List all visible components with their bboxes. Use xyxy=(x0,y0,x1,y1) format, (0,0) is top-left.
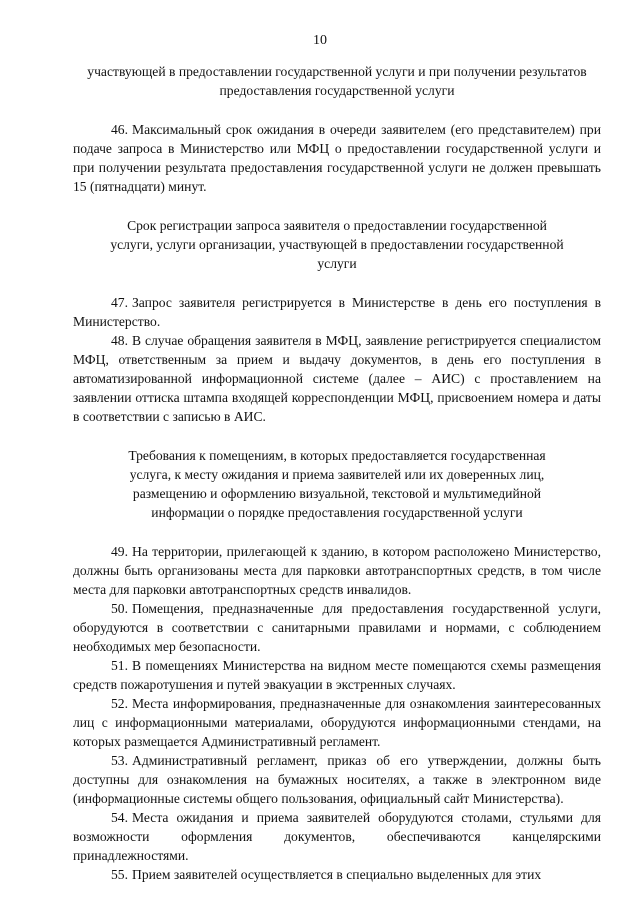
paragraph-text: Помещения, предназначенные для предоставления государственной услуги, оборудуются в соответствии с санитарными правилами и нормами, с соблюдением необходимых мер безопасности. xyxy=(73,601,601,654)
paragraph-text: Места ожидания и приема заявителей оборудуются столами, стульями для возможности оформления документов, обеспечиваются канцелярскими принадлежностями. xyxy=(73,810,601,863)
paragraph-48 xyxy=(73,331,601,426)
paragraph-text: Запрос заявителя регистрируется в Министерстве в день его поступления в Министерство. xyxy=(73,295,601,329)
paragraph-52 xyxy=(73,694,601,751)
paragraph-number: 47. xyxy=(111,295,128,310)
section-heading-requirements: Требования к помещениям, в которых предоставляется государственная услуга, к месту ожидания и приема заявителей или их доверенных лиц, размещению и оформлению визуальной, текстовой и мультимедийной информации о порядке предоставления государственной услуги xyxy=(128,448,546,520)
paragraph-number: 49. xyxy=(111,544,128,559)
page-content xyxy=(73,62,601,884)
section-heading-registration: Срок регистрации запроса заявителя о предоставлении государственной услуги, услуги организации, участвующей в предоставлении государственной услуги xyxy=(110,218,564,271)
paragraph-number: 51. xyxy=(111,658,128,673)
paragraph-53 xyxy=(73,751,601,808)
paragraph-number: 52. xyxy=(111,696,128,711)
paragraph-number: 50. xyxy=(111,601,128,616)
paragraph-number: 54. xyxy=(111,810,128,825)
paragraph-text: В случае обращения заявителя в МФЦ, заявление регистрируется специалистом МФЦ, ответственным за прием и выдачу документов, в день его поступления в автоматизированной информационной системе (далее – АИС) с проставлением на заявлении оттиска штампа входящей корреспонденции МФЦ, присвоением номера и даты в соответствии с записью в АИС. xyxy=(73,333,601,424)
paragraph-number: 48. xyxy=(111,333,128,348)
paragraph-number: 46. xyxy=(111,122,128,137)
paragraph-number: 55. xyxy=(111,867,128,882)
paragraph-text: Прием заявителей осуществляется в специально выделенных для этих xyxy=(132,867,542,882)
paragraph-text: Административный регламент, приказ об его утверждении, должны быть доступны для ознакомления на бумажных носителях, а также в электронном виде (информационные системы общего пользования, официальный сайт Министерства). xyxy=(73,753,601,806)
paragraph-text: В помещениях Министерства на видном месте помещаются схемы размещения средств пожаротушения и путей эвакуации в экстренных случаях. xyxy=(73,658,601,692)
paragraph-51 xyxy=(73,656,601,694)
paragraph-49 xyxy=(73,542,601,599)
paragraph-text: Места информирования, предназначенные для ознакомления заинтересованных лиц с информационными материалами, оборудуются информационными стендами, на которых размещается Административный регламент. xyxy=(73,696,601,749)
paragraph-55 xyxy=(73,865,601,884)
page-number: 10 xyxy=(313,33,327,48)
paragraph-47 xyxy=(73,293,601,331)
paragraph-54 xyxy=(73,808,601,865)
heading-continuation: участвующей в предоставлении государственной услуги и при получении результатов предоставления государственной услуги xyxy=(87,64,587,98)
paragraph-text: Максимальный срок ожидания в очереди заявителем (его представителем) при подаче запроса в Министерство или МФЦ о предоставлении государственной услуги и при получении результата предоставления государственной услуги не должен превышать 15 (пятнадцати) минут. xyxy=(73,122,601,194)
paragraph-number: 53. xyxy=(111,753,128,768)
paragraph-text: На территории, прилегающей к зданию, в котором расположено Министерство, должны быть организованы места для парковки автотранспортных средств, в том числе места для парковки автотранспортных средств инвалидов. xyxy=(73,544,601,597)
paragraph-50 xyxy=(73,599,601,656)
paragraph-46 xyxy=(73,120,601,196)
